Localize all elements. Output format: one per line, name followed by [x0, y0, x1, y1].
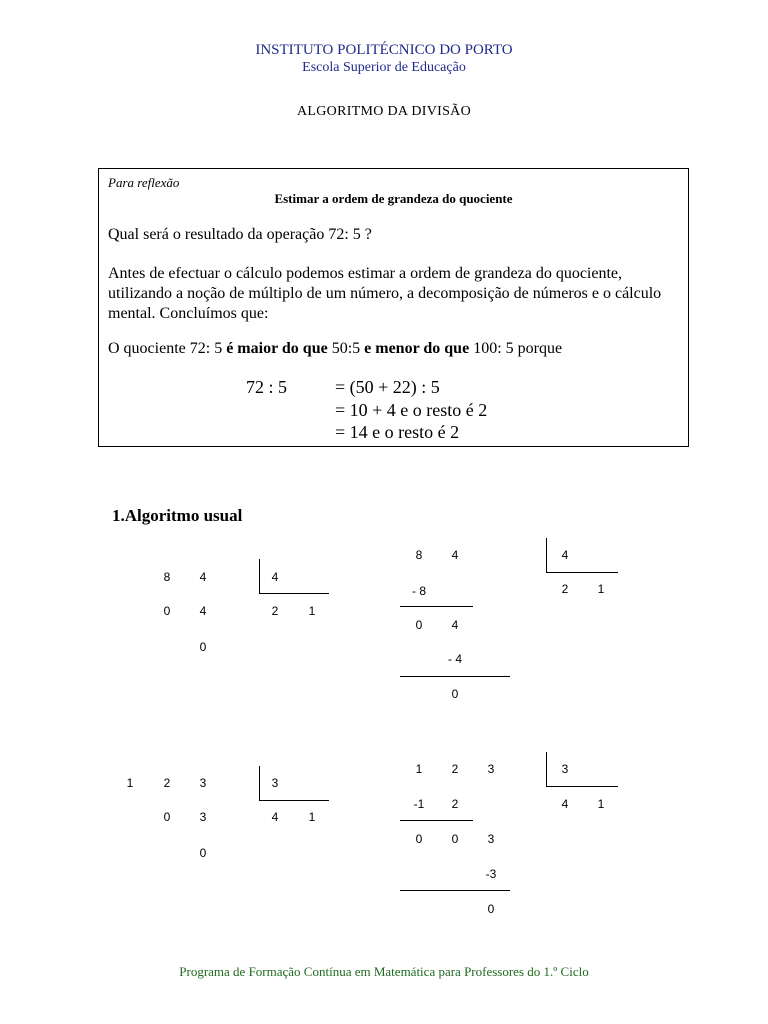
divisor-digit: 4: [561, 548, 569, 562]
school-name: Escola Superior de Educação: [302, 60, 466, 75]
quotient-digit: 1: [597, 582, 605, 596]
dividend-digit: 1: [126, 776, 134, 790]
dividend-digit: 3: [199, 776, 207, 790]
subtrahend: - 8: [411, 584, 426, 598]
dividend-digit: 2: [163, 776, 171, 790]
subtrahend-digit: -1: [413, 797, 425, 811]
divisor-bracket-horizontal: [259, 800, 329, 801]
subtraction-line: [400, 606, 473, 607]
subtrahend-digit: 2: [451, 797, 459, 811]
partial-digit: 0: [163, 810, 171, 824]
divisor-bracket-horizontal: [546, 572, 618, 573]
dividend-digit: 4: [451, 548, 459, 562]
divisor-bracket-vertical: [259, 766, 260, 800]
institution-name: INSTITUTO POLITÉCNICO DO PORTO: [255, 42, 513, 58]
divisor-digit: 3: [561, 762, 569, 776]
quotient-bold-1: é maior do que: [226, 340, 328, 357]
partial-digit: 0: [415, 832, 423, 846]
quotient-text-2: 50:5: [327, 340, 365, 357]
quotient-text-1: O quociente 72: 5: [108, 340, 227, 357]
partial-digit: 0: [415, 618, 423, 632]
partial-digit: 4: [199, 604, 207, 618]
dividend-digit: 8: [415, 548, 423, 562]
partial-digit: 0: [451, 832, 459, 846]
subtrahend: -3: [485, 867, 497, 881]
reflection-paragraph: Antes de efectuar o cálculo podemos estimar a ordem de grandeza do quociente, utilizando a noção de múltiplo de um número, a decomposição de números e o cálculo mental. Concluímos que:: [108, 265, 662, 322]
quotient-digit: 4: [561, 797, 569, 811]
subtrahend: - 4: [447, 652, 462, 666]
divisor-bracket-vertical: [259, 559, 260, 593]
dividend-digit: 8: [163, 570, 171, 584]
subtraction-line: [400, 820, 473, 821]
footer-text: Programa de Formação Contínua em Matemática para Professores do 1.º Ciclo: [179, 964, 589, 979]
dividend-digit: 4: [199, 570, 207, 584]
equation-lhs: 72 : 5: [246, 377, 288, 397]
subtraction-line: [400, 890, 510, 891]
quotient-digit: 4: [271, 810, 279, 824]
dividend-digit: 2: [451, 762, 459, 776]
reflection-label: Para reflexão: [108, 175, 180, 190]
remainder-digit: 0: [487, 902, 495, 916]
partial-digit: 3: [487, 832, 495, 846]
subtraction-line: [400, 676, 510, 677]
remainder-digit: 0: [199, 846, 207, 860]
equation-line-3: = 14 e o resto é 2: [335, 422, 460, 442]
equation-line-1: = (50 + 22) : 5: [335, 377, 440, 397]
divisor-bracket-vertical: [546, 752, 547, 786]
quotient-digit: 1: [308, 604, 316, 618]
dividend-digit: 3: [487, 762, 495, 776]
divisor-digit: 4: [271, 570, 279, 584]
reflection-subtitle: Estimar a ordem de grandeza do quociente: [274, 191, 513, 206]
quotient-text-3: 100: 5 porque: [469, 340, 563, 357]
document-title: ALGORITMO DA DIVISÃO: [297, 104, 471, 119]
remainder-digit: 0: [451, 687, 459, 701]
divisor-bracket-horizontal: [259, 593, 329, 594]
quotient-digit: 1: [597, 797, 605, 811]
divisor-bracket-horizontal: [546, 786, 618, 787]
partial-digit: 3: [199, 810, 207, 824]
divisor-digit: 3: [271, 776, 279, 790]
quotient-bold-2: e menor do que: [364, 340, 470, 357]
quotient-digit: 2: [561, 582, 569, 596]
partial-digit: 0: [163, 604, 171, 618]
quotient-digit: 2: [271, 604, 279, 618]
partial-digit: 4: [451, 618, 459, 632]
dividend-digit: 1: [415, 762, 423, 776]
reflection-question: Qual será o resultado da operação 72: 5 ?: [108, 226, 372, 243]
equation-line-2: = 10 + 4 e o resto é 2: [335, 400, 488, 420]
section-title: 1.Algoritmo usual: [112, 506, 243, 525]
quotient-statement: [108, 340, 562, 358]
quotient-digit: 1: [308, 810, 316, 824]
divisor-bracket-vertical: [546, 538, 547, 572]
remainder-digit: 0: [199, 640, 207, 654]
